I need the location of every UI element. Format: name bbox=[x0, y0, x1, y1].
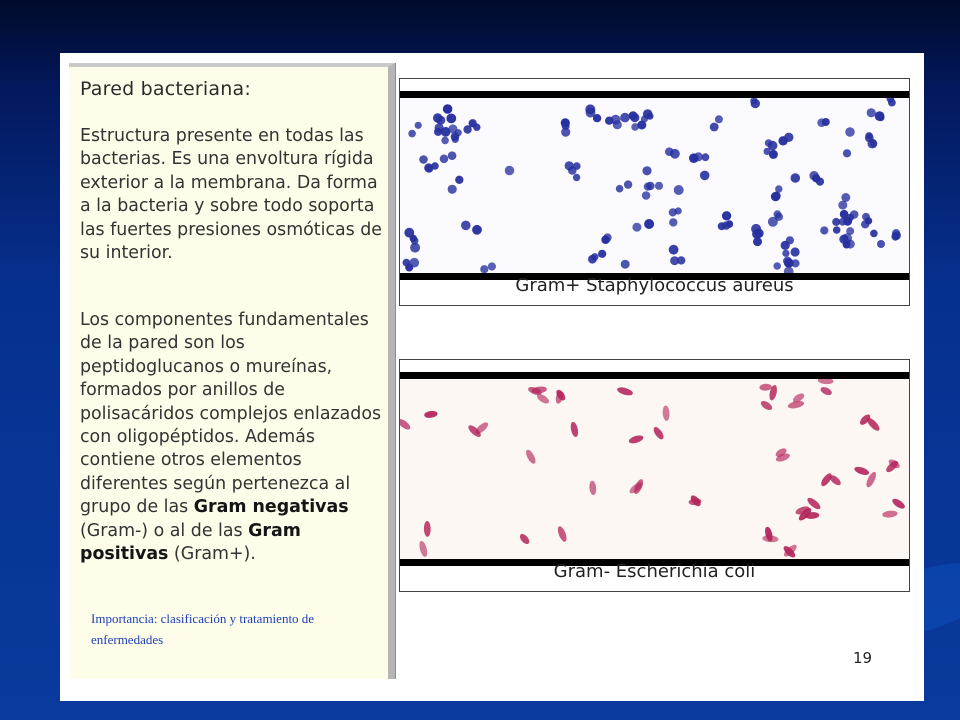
coccus-cell bbox=[718, 222, 726, 230]
coccus-cell bbox=[621, 260, 630, 269]
bacillus-cell bbox=[759, 383, 772, 390]
ecoli-image bbox=[400, 379, 909, 559]
coccus-cell bbox=[630, 113, 639, 122]
coccus-cell bbox=[448, 185, 457, 194]
bacillus-cell bbox=[418, 540, 429, 558]
staphylococcus-micrograph bbox=[400, 91, 909, 280]
bacillus-cell bbox=[424, 521, 431, 537]
coccus-cell bbox=[870, 230, 878, 238]
coccus-cell bbox=[774, 210, 782, 218]
bacillus-cell bbox=[589, 480, 597, 495]
text-panel bbox=[69, 63, 395, 679]
gram-positive-caption: Gram+ Staphylococcus aureus bbox=[515, 275, 794, 296]
coccus-cell bbox=[441, 137, 449, 145]
coccus-cell bbox=[472, 225, 482, 235]
coccus-cell bbox=[573, 174, 580, 181]
coccus-cell bbox=[561, 119, 569, 127]
coccus-cell bbox=[773, 262, 781, 270]
ecoli-micrograph bbox=[400, 372, 909, 566]
paragraph-components bbox=[80, 309, 382, 566]
coccus-cell bbox=[425, 164, 433, 172]
coccus-cell bbox=[822, 118, 830, 126]
bacillus-cell bbox=[424, 410, 438, 419]
slide-heading: Pared bacteriana: bbox=[80, 78, 251, 100]
coccus-cell bbox=[434, 128, 442, 136]
coccus-cell bbox=[408, 130, 416, 138]
coccus-cell bbox=[877, 240, 885, 248]
coccus-cell bbox=[669, 218, 677, 226]
coccus-cell bbox=[415, 122, 422, 129]
coccus-cell bbox=[784, 258, 794, 268]
paragraph-structure: Estructura presente en todas las bacterias. Es una envoltura rígida exterior a la membrana. Da forma a la bacteria y sobre todo soporta las fuertes presiones osmóticas de su interior. bbox=[80, 126, 383, 264]
coccus-cell bbox=[505, 166, 515, 176]
coccus-cell bbox=[715, 115, 723, 123]
coccus-cell bbox=[820, 226, 828, 234]
coccus-cell bbox=[463, 125, 471, 133]
staphylococcus-image bbox=[400, 98, 909, 273]
coccus-cell bbox=[875, 111, 885, 121]
coccus-cell bbox=[850, 210, 859, 219]
coccus-cell bbox=[674, 185, 684, 195]
coccus-cell bbox=[843, 241, 851, 249]
coccus-cell bbox=[791, 173, 801, 183]
coccus-cell bbox=[455, 129, 462, 136]
bacillus-cell bbox=[762, 535, 779, 543]
coccus-cell bbox=[598, 250, 606, 258]
coccus-cell bbox=[410, 243, 420, 253]
coccus-cell bbox=[644, 219, 654, 229]
coccus-cell bbox=[782, 250, 789, 257]
coccus-cell bbox=[781, 241, 790, 250]
coccus-cell bbox=[565, 161, 574, 170]
coccus-cell bbox=[461, 221, 471, 231]
coccus-cell bbox=[722, 211, 731, 220]
coccus-cell bbox=[888, 99, 896, 107]
coccus-cell bbox=[675, 207, 682, 214]
coccus-cell bbox=[642, 166, 651, 175]
coccus-cell bbox=[605, 117, 613, 125]
coccus-cell bbox=[632, 223, 641, 232]
bacillus-cell bbox=[817, 379, 833, 385]
coccus-cell bbox=[670, 149, 680, 159]
coccus-cell bbox=[601, 235, 610, 244]
gram-negative-caption: Gram- Escherichia coli bbox=[553, 561, 756, 582]
coccus-cell bbox=[669, 245, 679, 255]
gram-positive-figure bbox=[399, 78, 910, 306]
coccus-cell bbox=[593, 114, 601, 122]
coccus-cell bbox=[613, 120, 622, 129]
coccus-cell bbox=[845, 127, 855, 137]
coccus-cell bbox=[865, 132, 872, 139]
coccus-cell bbox=[440, 155, 449, 164]
importance-note: Importancia: clasificación y tratamiento de enfermedades bbox=[91, 611, 315, 647]
coccus-cell bbox=[772, 192, 780, 200]
coccus-cell bbox=[436, 116, 445, 125]
coccus-cell bbox=[410, 258, 420, 268]
bacillus-cell bbox=[652, 425, 666, 441]
gram-negative-term: Gram negativas bbox=[193, 497, 349, 518]
coccus-cell bbox=[892, 231, 901, 240]
coccus-cell bbox=[642, 191, 651, 200]
bacillus-cell bbox=[882, 510, 898, 518]
coccus-cell bbox=[624, 180, 632, 188]
coccus-cell bbox=[443, 104, 453, 114]
coccus-cell bbox=[480, 265, 488, 273]
bacillus-cell bbox=[556, 525, 568, 543]
coccus-cell bbox=[655, 182, 663, 190]
paragraph-components-text-1: Los componentes fundamentales de la pared son los peptidoglucanos o mureínas, formados por anillos de polisacáridos complejos enlazados con oligopéptidos. Además contiene otros elementos diferentes según pertenezca al grupo de las bbox=[80, 310, 382, 518]
coccus-cell bbox=[441, 127, 451, 137]
bacillus-cell bbox=[853, 465, 870, 476]
paragraph-components-text-3: (Gram+). bbox=[168, 544, 256, 565]
bacillus-cell bbox=[662, 405, 670, 421]
coccus-cell bbox=[643, 109, 653, 119]
coccus-cell bbox=[446, 114, 456, 124]
coccus-cell bbox=[833, 226, 841, 234]
coccus-cell bbox=[751, 99, 760, 108]
paragraph-components-text-2: (Gram-) o al de las bbox=[80, 520, 249, 541]
coccus-cell bbox=[702, 153, 710, 161]
bacillus-cell bbox=[891, 497, 907, 511]
coccus-cell bbox=[867, 108, 876, 117]
coccus-cell bbox=[867, 139, 877, 149]
coccus-cell bbox=[710, 123, 719, 132]
coccus-cell bbox=[419, 155, 428, 164]
coccus-cell bbox=[452, 136, 459, 143]
coccus-cell bbox=[448, 151, 457, 160]
coccus-cell bbox=[677, 256, 685, 264]
page-number: 19 bbox=[853, 649, 873, 667]
coccus-cell bbox=[839, 218, 847, 226]
coccus-cell bbox=[840, 210, 849, 219]
bacillus-cell bbox=[865, 416, 881, 433]
coccus-cell bbox=[841, 193, 850, 202]
coccus-cell bbox=[646, 182, 654, 190]
coccus-cell bbox=[404, 228, 414, 238]
bacillus-cell bbox=[628, 434, 644, 445]
coccus-cell bbox=[616, 185, 624, 193]
coccus-cell bbox=[620, 113, 630, 123]
coccus-cell bbox=[791, 247, 800, 256]
bacillus-cell bbox=[524, 448, 537, 465]
coccus-cell bbox=[862, 213, 870, 221]
coccus-cell bbox=[488, 262, 496, 270]
coccus-cell bbox=[765, 139, 773, 147]
bacillus-cell bbox=[759, 399, 773, 412]
bacillus-cell bbox=[616, 386, 633, 397]
coccus-cell bbox=[455, 176, 463, 184]
coccus-cell bbox=[778, 136, 787, 145]
coccus-cell bbox=[700, 171, 710, 181]
gram-negative-figure bbox=[399, 359, 910, 592]
coccus-cell bbox=[812, 174, 820, 182]
coccus-cell bbox=[631, 123, 639, 131]
bacillus-cell bbox=[569, 421, 579, 437]
coccus-cell bbox=[752, 229, 762, 239]
gram-positive-term: Gram positivas bbox=[80, 520, 301, 565]
coccus-cell bbox=[591, 253, 598, 260]
coccus-cell bbox=[861, 220, 869, 228]
bacillus-cell bbox=[518, 532, 531, 546]
slide-content bbox=[60, 53, 924, 701]
bacillus-cell bbox=[819, 385, 833, 396]
coccus-cell bbox=[843, 149, 851, 157]
bacillus-cell bbox=[400, 417, 412, 431]
